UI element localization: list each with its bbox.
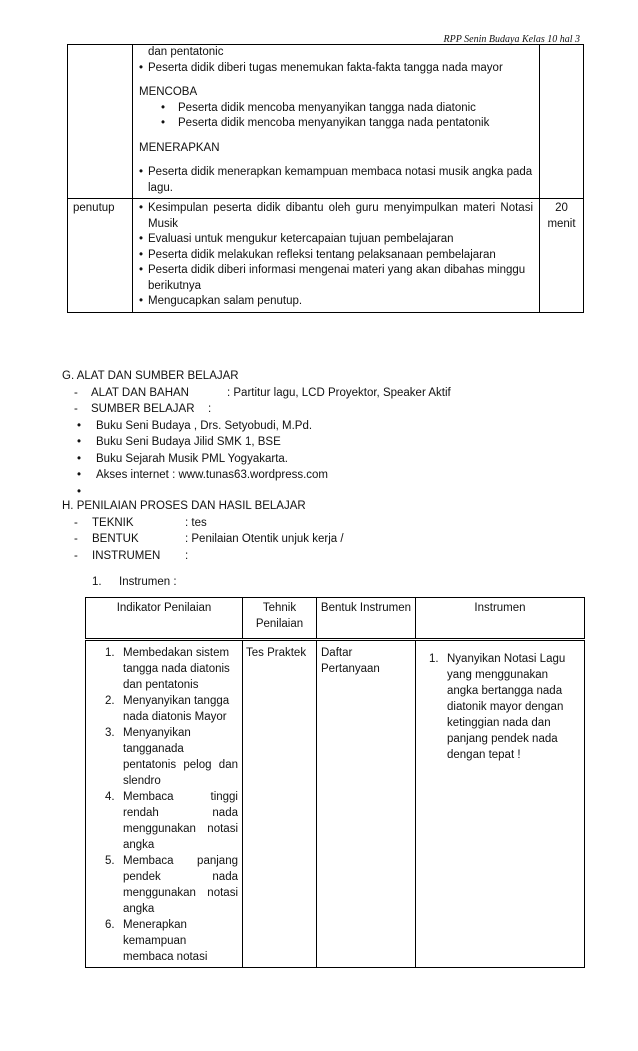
penutup-label: penutup: [68, 199, 133, 313]
page-header: RPP Senin Budaya Kelas 10 hal 3: [443, 34, 580, 45]
list-item: 4. Membaca tinggi rendah nada menggunakan notasi angka: [105, 791, 238, 851]
list-item: 1. Nyanyikan Notasi Lagu yang menggunakan angka bertangga nada diatonik mayor dengan ketinggian nada dan panjang pendek nada dengan tepat !: [429, 653, 566, 761]
bullet-icon: •: [77, 469, 82, 481]
list-item: 6. Menerapkan kemampuan membaca notasi: [105, 919, 208, 963]
list-item: • Mengucapkan salam penutup.: [139, 294, 533, 310]
list-item: • Peserta didik mencoba menyanyikan tangga nada pentatonik: [139, 116, 533, 132]
instrumen-heading: 1. Instrumen :: [92, 576, 177, 588]
table-row: [86, 640, 585, 968]
bullet-icon: •: [139, 248, 144, 261]
alat-row: - ALAT DAN BAHAN : Partitur lagu, LCD Proyektor, Speaker Aktif: [74, 386, 451, 399]
list-item: • Buku Seni Budaya , Drs. Setyobudi, M.Pd.: [62, 418, 451, 435]
list-item: • Buku Seni Budaya Jilid SMK 1, BSE: [62, 434, 451, 451]
list-item: • Buku Sejarah Musik PML Yogyakarta.: [62, 451, 451, 468]
bullet-icon: •: [139, 295, 144, 307]
penutup-cell: [133, 199, 540, 313]
continuation-text: dan pentatonic: [148, 46, 224, 58]
sumber-row: - SUMBER BELAJAR :: [74, 403, 212, 415]
list-item: • Akses internet : www.tunas63.wordpress.com: [62, 467, 451, 484]
indikator-cell: [86, 640, 243, 968]
time-cell: 20 menit: [540, 199, 584, 313]
table-header-row: [86, 598, 585, 640]
instrumen-row: - INSTRUMEN :: [74, 549, 189, 562]
bullet-icon: •: [139, 61, 144, 74]
bullet-icon: •: [77, 452, 82, 465]
list-item: • Evaluasi untuk mengukur ketercapaian tujuan pembelajaran: [139, 232, 533, 248]
list-item: 5. Membaca panjang pendek nada menggunakan notasi angka: [105, 855, 238, 915]
list-item: 1. Membedakan sistem tangga nada diatonis dan pentatonis: [105, 647, 230, 691]
list-item: • Peserta didik diberi informasi mengenai materi yang akan dibahas minggu berikutnya: [139, 263, 533, 294]
bullet-icon: •: [77, 485, 82, 498]
list-item: 3. Menyanyikan tangganada pentatonis pelog dan slendro: [105, 727, 238, 787]
activity-table: [67, 44, 584, 313]
bullet-icon: •: [77, 436, 82, 448]
header-bentuk: Bentuk Instrumen: [317, 598, 416, 640]
teknik-row: - TEKNIK : tes: [74, 516, 207, 529]
list-item: 2. Menyanyikan tangga nada diatonis Mayor: [105, 695, 230, 723]
header-instrumen: Instrumen: [416, 598, 585, 640]
list-item: • Peserta didik menerapkan kemampuan membaca notasi musik angka pada lagu.: [139, 165, 533, 196]
list-item: • Kesimpulan peserta didik dibantu oleh guru menyimpulkan materi Notasi Musik: [139, 201, 533, 232]
list-item: • Peserta didik diberi tugas menemukan fakta-fakta tangga nada mayor: [139, 61, 533, 77]
section-g: [62, 368, 451, 500]
table-row: [68, 45, 584, 199]
assessment-table: [85, 597, 585, 968]
section-g-title: G. ALAT DAN SUMBER BELAJAR: [62, 370, 239, 382]
mencoba-title: MENCOBA: [139, 86, 198, 98]
bentuk-row: - BENTUK : Penilaian Otentik unjuk kerja /: [74, 533, 344, 545]
bullet-icon: •: [77, 419, 82, 432]
bullet-icon: •: [139, 233, 144, 245]
header-tehnik: Tehnik Penilaian: [243, 598, 317, 640]
bullet-icon: •: [139, 264, 144, 276]
header-indikator: Indikator Penilaian: [86, 598, 243, 640]
tehnik-cell: Tes Praktek: [243, 640, 317, 968]
bullet-icon: •: [161, 117, 166, 129]
bullet-icon: •: [139, 202, 144, 214]
instrumen-cell: [416, 640, 585, 968]
menerapkan-title: MENERAPKAN: [139, 141, 220, 154]
section-h-title: H. PENILAIAN PROSES DAN HASIL BELAJAR: [62, 500, 306, 512]
core-activity-cell: [133, 45, 540, 199]
section-h: [62, 498, 344, 591]
bullet-icon: •: [161, 101, 166, 114]
bentuk-cell: Daftar Pertanyaan: [317, 640, 416, 968]
list-item: • Peserta didik melakukan refleksi tentang pelaksanaan pembelajaran: [139, 248, 533, 264]
bullet-icon: •: [139, 166, 144, 178]
table-row: [68, 199, 584, 313]
list-item: • Peserta didik mencoba menyanyikan tangga nada diatonic: [139, 101, 533, 117]
